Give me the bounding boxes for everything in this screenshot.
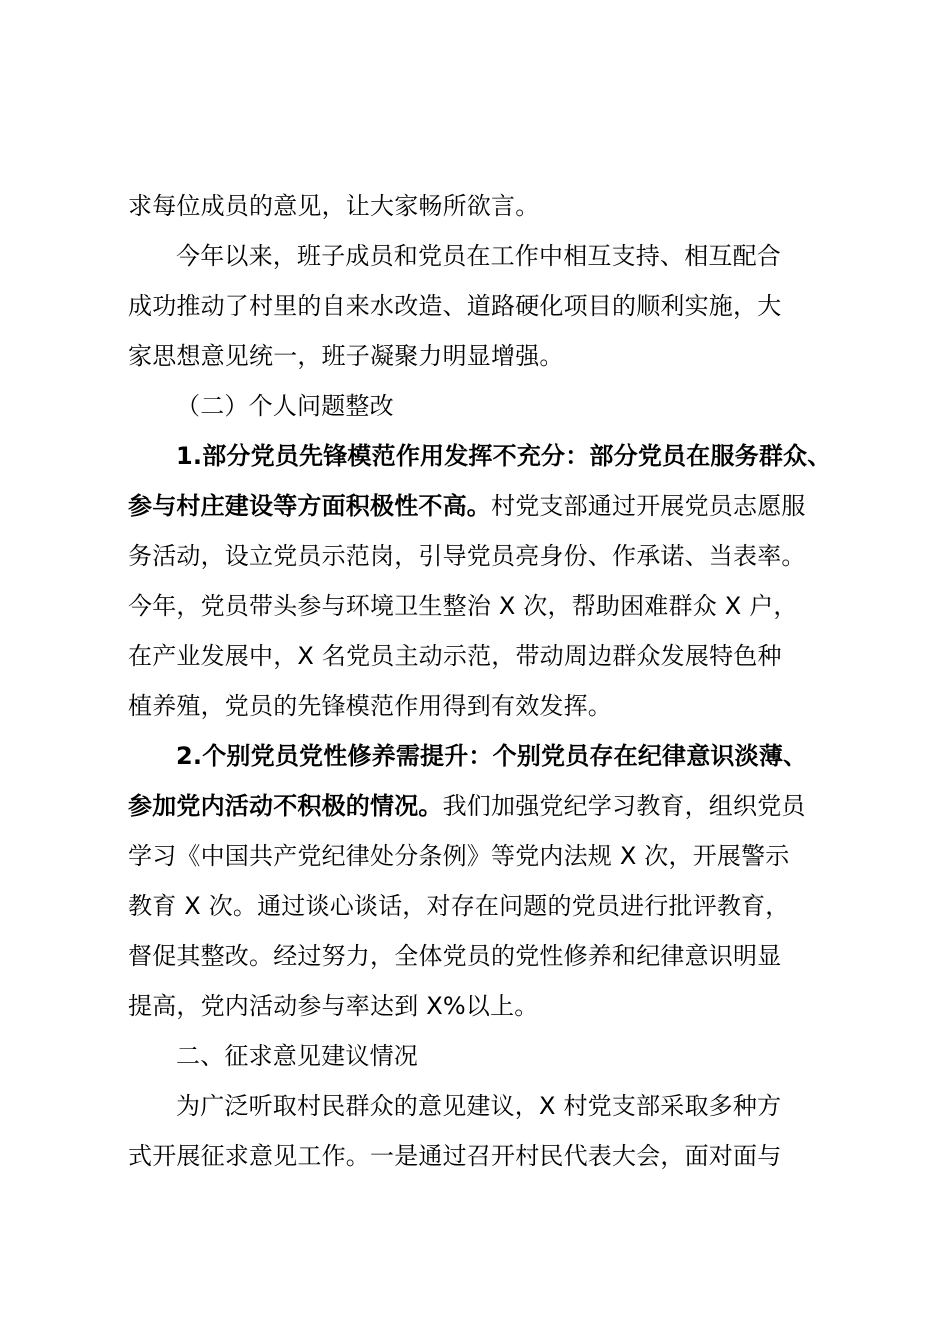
section-heading: 二、征求意见建议情况 bbox=[176, 1042, 418, 1070]
text-line: 式开展征求意见工作。一是通过召开村民代表大会，面对面与 bbox=[128, 1142, 782, 1170]
bold-heading: 1.部分党员先锋模范作用发挥不充分：部分党员在服务群众、 bbox=[176, 442, 832, 470]
text-line: 求每位成员的意见，让大家畅所欲言。 bbox=[128, 192, 540, 220]
bold-heading: 参加党内活动不积极的情况。 bbox=[128, 792, 443, 820]
text-line: 务活动，设立党员示范岗，引导党员亮身份、作承诺、当表率。 bbox=[128, 542, 806, 570]
bold-heading: 2.个别党员党性修养需提升：个别党员存在纪律意识淡薄、 bbox=[176, 742, 808, 770]
text-line: 家思想意见统一，班子凝聚力明显增强。 bbox=[128, 342, 564, 370]
text-line: 成功推动了村里的自来水改造、道路硬化项目的顺利实施，大 bbox=[128, 292, 782, 320]
text-line: 今年以来，班子成员和党员在工作中相互支持、相互配合 bbox=[176, 242, 781, 270]
text-line: 提高，党内活动参与率达到 X%以上。 bbox=[128, 992, 539, 1020]
text-line: 学习《中国共产党纪律处分条例》等党内法规 X 次，开展警示 bbox=[128, 842, 790, 870]
text-line bbox=[176, 441, 831, 471]
text-line: 为广泛听取村民群众的意见建议，X 村党支部采取多种方 bbox=[176, 1092, 782, 1120]
text-line: 在产业发展中，X 名党员主动示范，带动周边群众发展特色种 bbox=[128, 642, 782, 670]
text-line: 今年，党员带头参与环境卫生整治 X 次，帮助困难群众 X 户， bbox=[128, 592, 798, 620]
text-line: 参与村庄建设等方面积极性不高。村党支部通过开展党员志愿服 bbox=[128, 492, 806, 520]
text-line: 参加党内活动不积极的情况。我们加强党纪学习教育，组织党员 bbox=[128, 792, 806, 820]
bold-heading: 参与村庄建设等方面积极性不高。 bbox=[128, 492, 491, 520]
text-line bbox=[176, 741, 807, 771]
text-line: 教育 X 次。通过谈心谈话，对存在问题的党员进行批评教育， bbox=[128, 892, 790, 920]
text-line: 植养殖，党员的先锋模范作用得到有效发挥。 bbox=[128, 692, 612, 720]
text-line: 督促其整改。经过努力，全体党员的党性修养和纪律意识明显 bbox=[128, 942, 782, 970]
section-heading: （二）个人问题整改 bbox=[176, 392, 394, 420]
